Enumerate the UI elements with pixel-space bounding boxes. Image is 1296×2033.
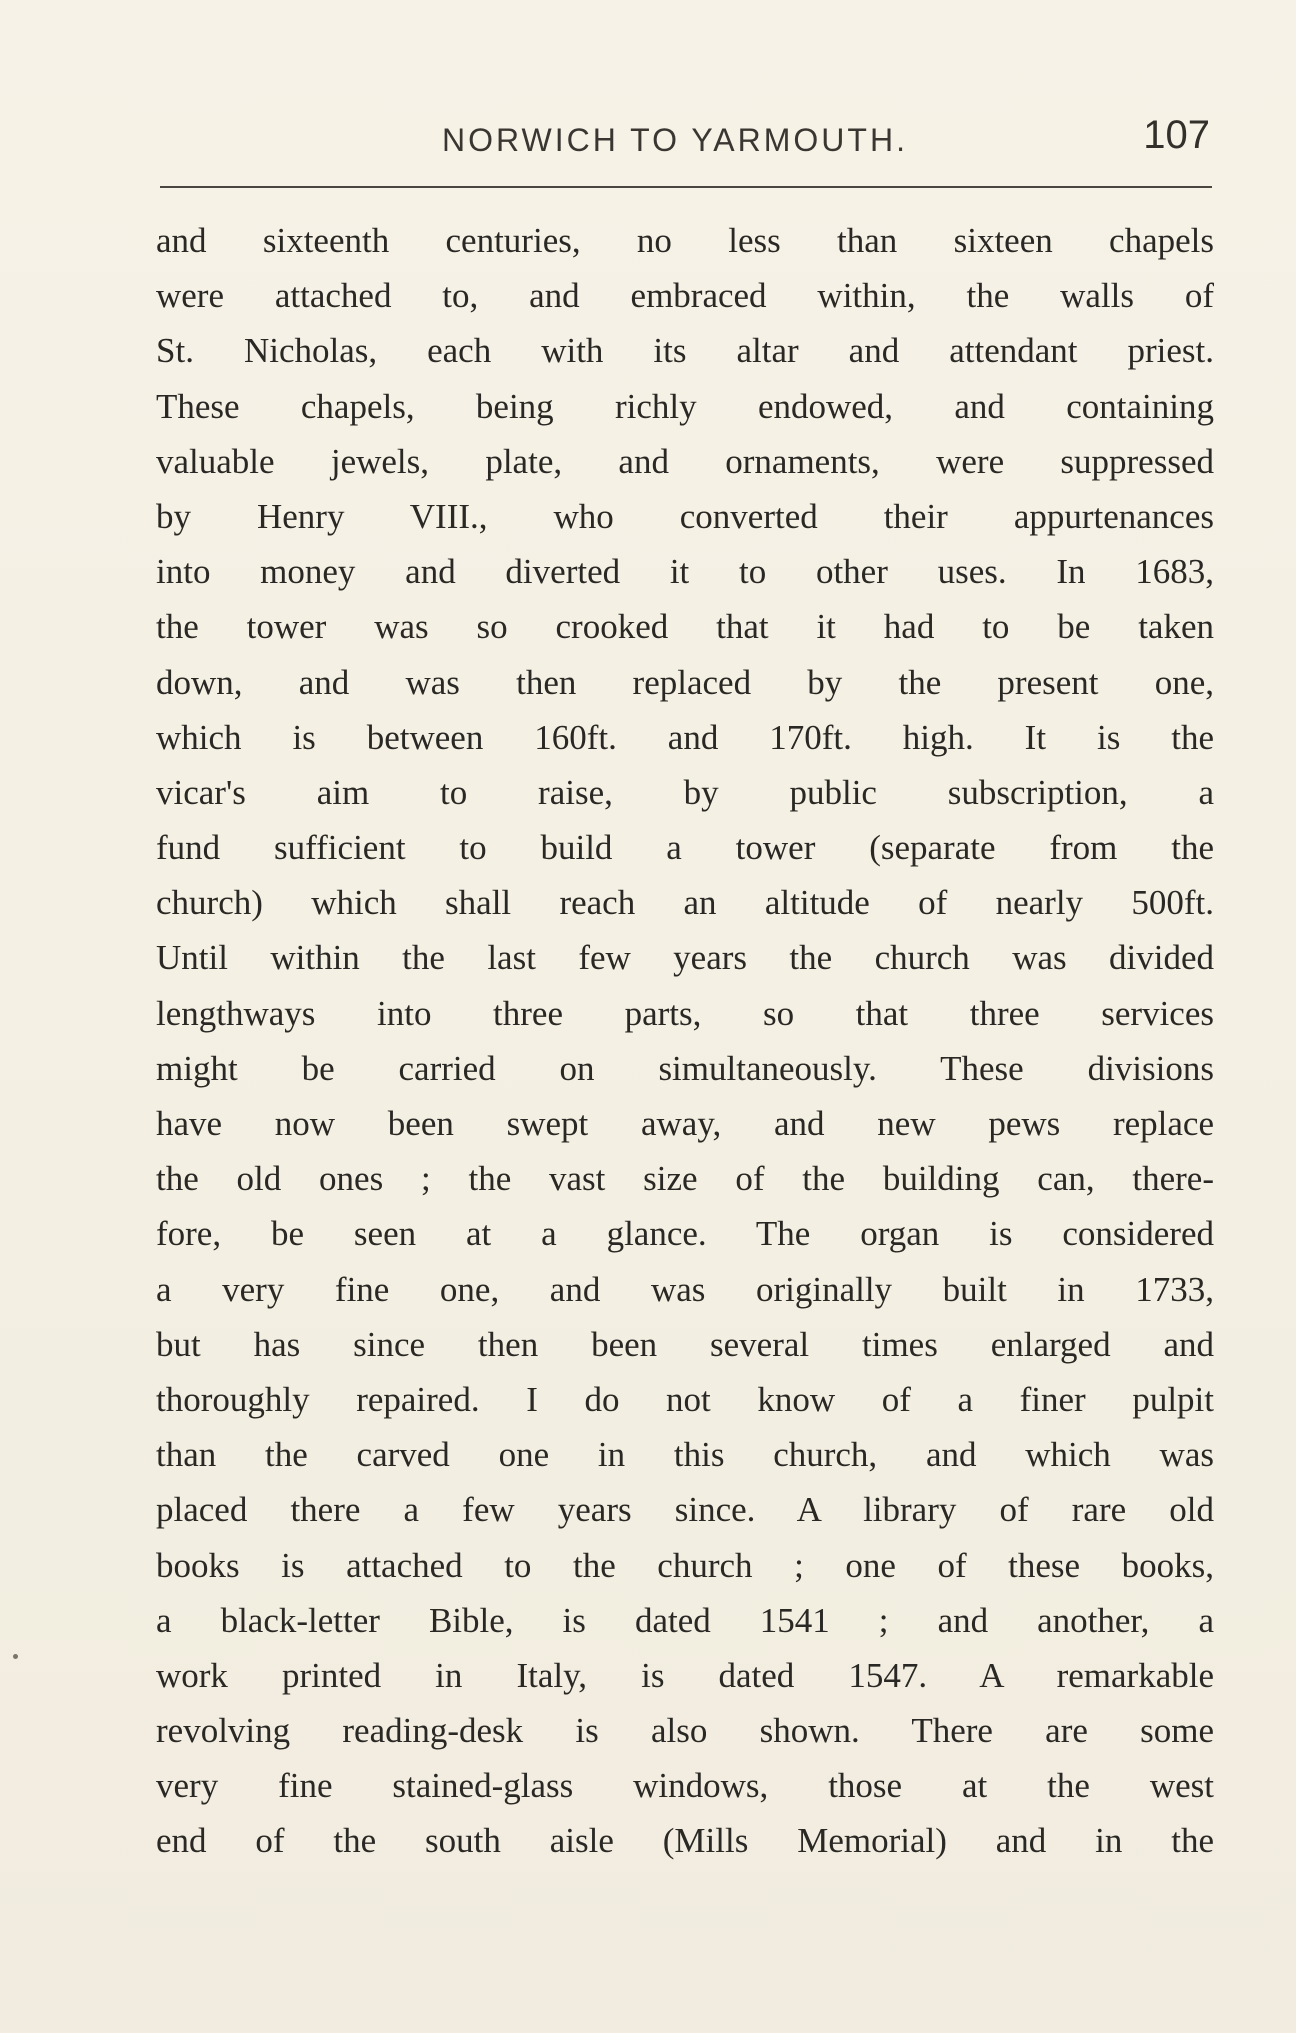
text-line: a very fine one, and was originally built in 1733,: [156, 1269, 1214, 1309]
text-line: valuable jewels, plate, and ornaments, were suppressed: [156, 441, 1214, 481]
text-line: revolving reading-desk is also shown. There are some: [156, 1711, 1214, 1751]
text-line: into money and diverted it to other uses. In 1683,: [156, 552, 1214, 592]
text-line: vicar's aim to raise, by public subscription, a: [156, 772, 1214, 812]
text-line: the old ones ; the vast size of the building can, there-: [156, 1159, 1214, 1199]
text-line: than the carved one in this church, and which was: [156, 1435, 1214, 1475]
running-title: NORWICH TO YARMOUTH.: [442, 122, 908, 158]
text-line: fore, be seen at a glance. The organ is considered: [156, 1214, 1214, 1254]
header-rule: [160, 186, 1212, 188]
text-line: books is attached to the church ; one of these books,: [156, 1545, 1214, 1585]
text-line: work printed in Italy, is dated 1547. A remarkable: [156, 1655, 1214, 1695]
page-number: 107: [1143, 113, 1210, 157]
text-line: down, and was then replaced by the present one,: [156, 662, 1214, 702]
text-line: were attached to, and embraced within, the walls of: [156, 276, 1214, 316]
body-text: [156, 213, 1214, 1869]
text-line: lengthways into three parts, so that three services: [156, 993, 1214, 1033]
text-line: placed there a few years since. A library of rare old: [156, 1490, 1214, 1530]
text-line: very fine stained-glass windows, those at the west: [156, 1766, 1214, 1806]
paper-speck: [13, 1654, 18, 1659]
text-line: church) which shall reach an altitude of nearly 500ft.: [156, 883, 1214, 923]
text-line: and sixteenth centuries, no less than sixteen chapels: [156, 221, 1214, 260]
text-line: St. Nicholas, each with its altar and attendant priest.: [156, 331, 1214, 371]
text-line: by Henry VIII., who converted their appurtenances: [156, 496, 1214, 536]
text-line: end of the south aisle (Mills Memorial) and in the: [156, 1821, 1214, 1861]
text-line: but has since then been several times enlarged and: [156, 1324, 1214, 1364]
text-line: fund sufficient to build a tower (separate from the: [156, 828, 1214, 868]
text-line: Until within the last few years the church was divided: [156, 938, 1214, 978]
text-line: have now been swept away, and new pews replace: [156, 1104, 1214, 1143]
text-line: which is between 160ft. and 170ft. high. It is the: [156, 717, 1214, 757]
text-line: a black-letter Bible, is dated 1541 ; and another, a: [156, 1600, 1214, 1640]
text-line: thoroughly repaired. I do not know of a finer pulpit: [156, 1379, 1214, 1419]
text-line: the tower was so crooked that it had to be taken: [156, 607, 1214, 647]
running-head: [150, 108, 1210, 168]
text-line: might be carried on simultaneously. These divisions: [156, 1048, 1214, 1088]
text-line: These chapels, being richly endowed, and containing: [156, 386, 1214, 426]
